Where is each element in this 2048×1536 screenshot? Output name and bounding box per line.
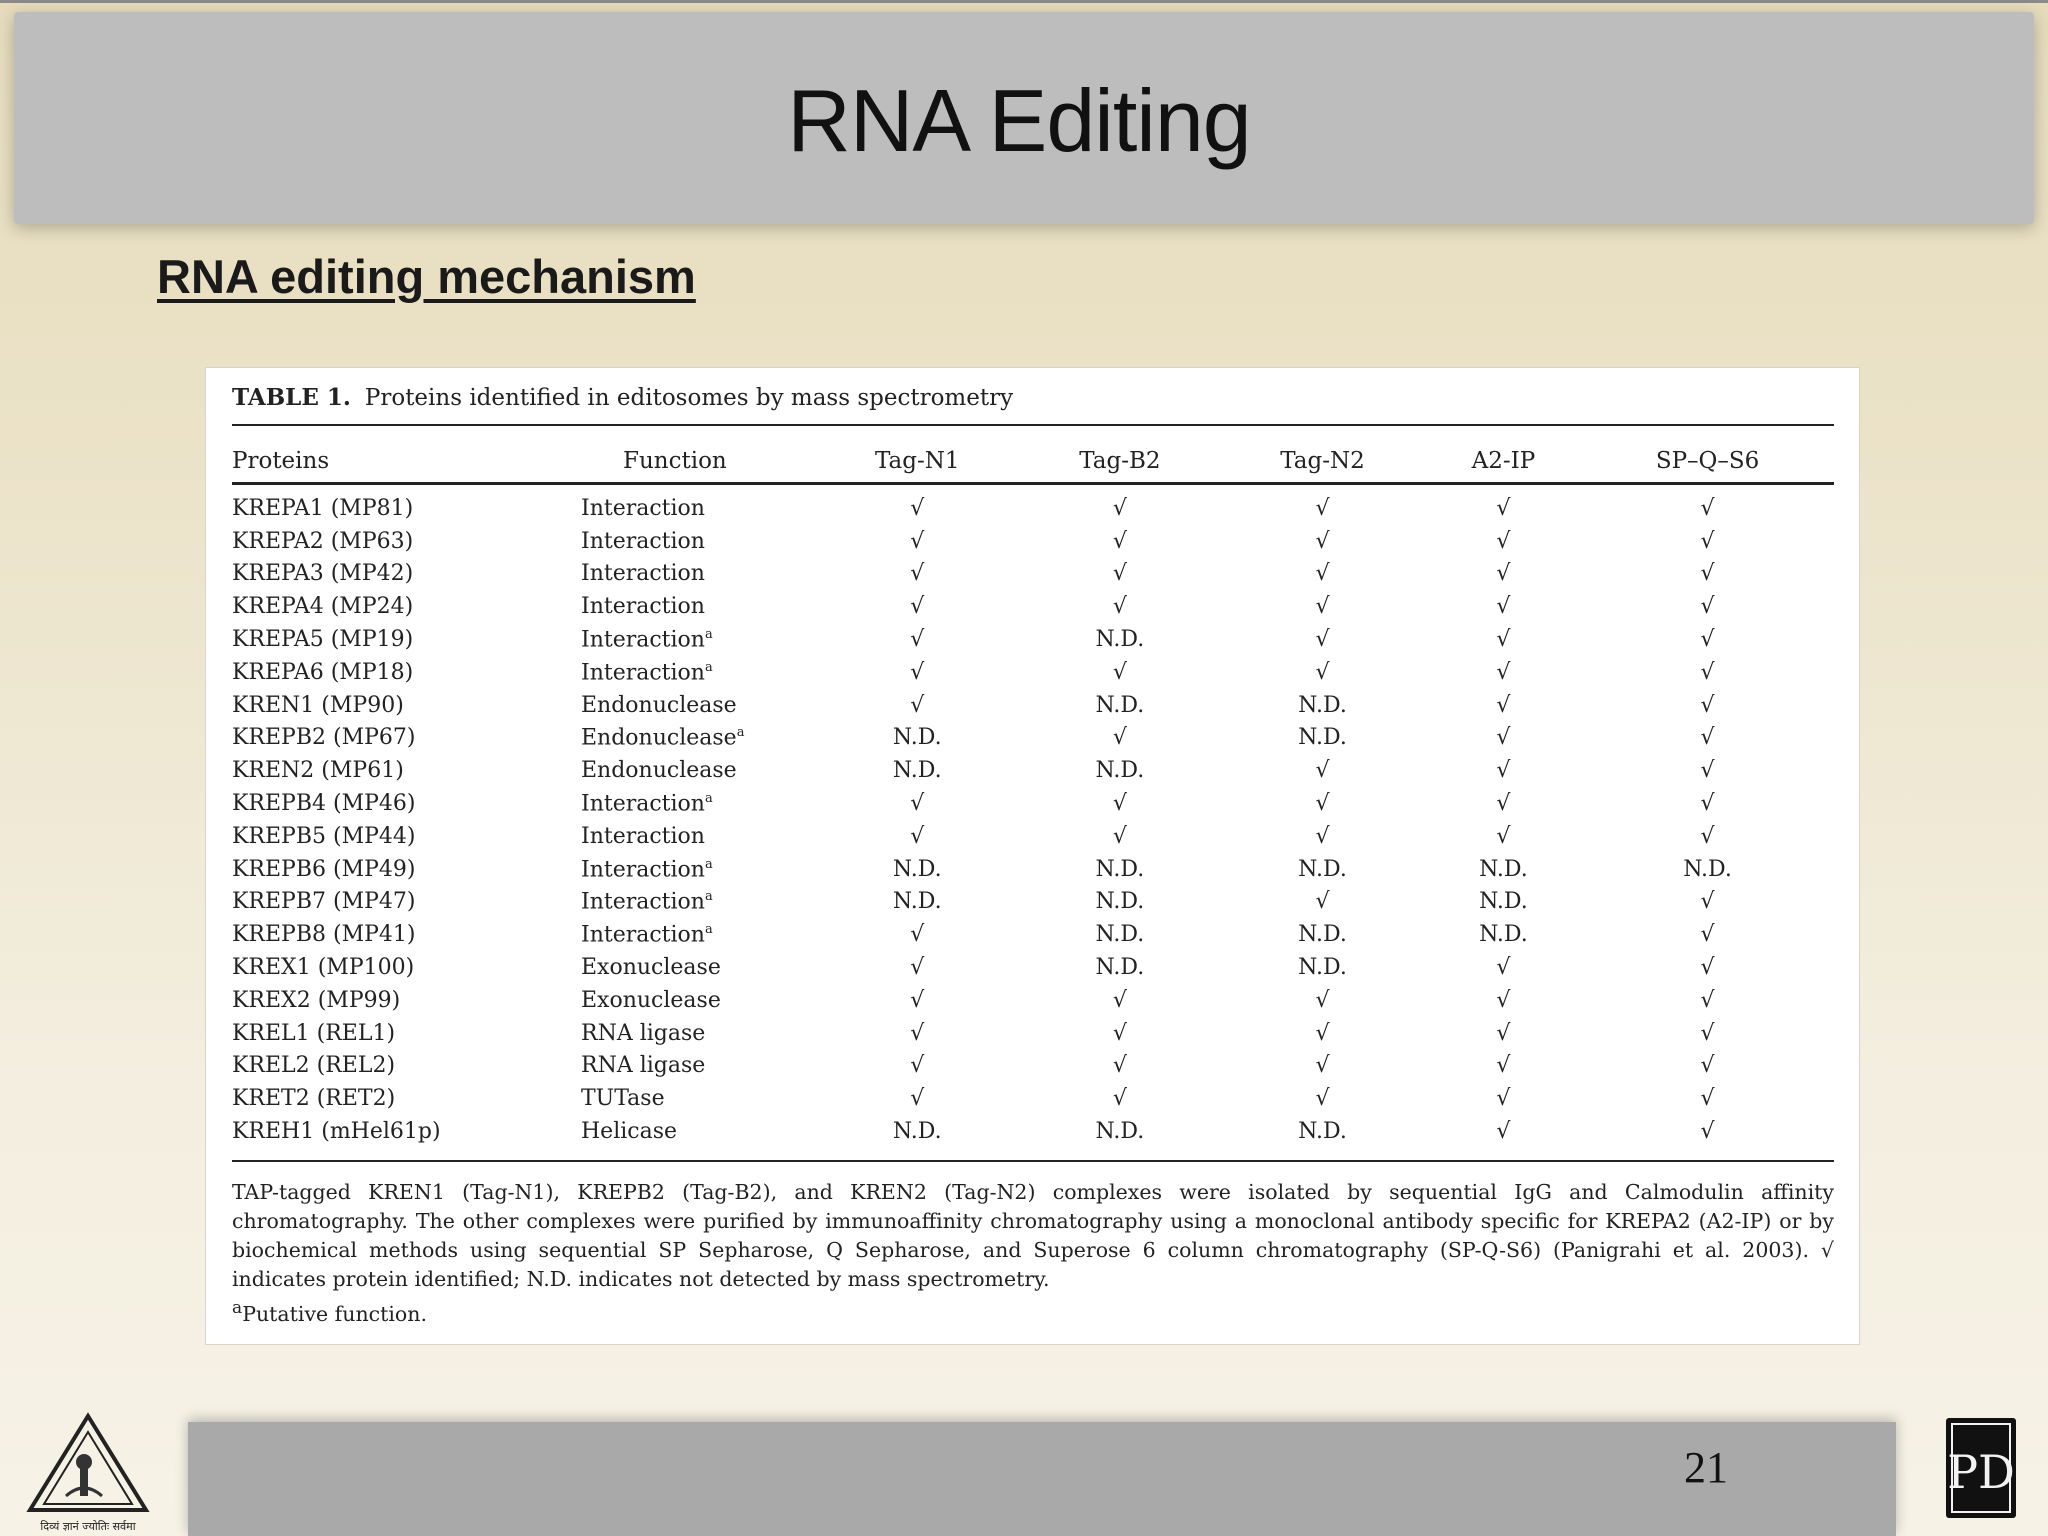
logo-motto: दिव्यं ज्ञानं ज्योतिः सर्वमा xyxy=(40,1520,136,1533)
value-cell: √ xyxy=(1112,594,1127,620)
page-number: 21 xyxy=(1684,1443,1728,1492)
function-cell xyxy=(581,886,814,919)
protein-cell: KREPB7 (MP47) xyxy=(232,889,416,915)
protein-cell: KREPB2 (MP67) xyxy=(232,725,416,751)
value-cell: √ xyxy=(1700,758,1715,784)
header-tag-b2: Tag-B2 xyxy=(1079,448,1161,474)
value-cell: √ xyxy=(1315,627,1330,653)
value-cell: N.D. xyxy=(1095,889,1145,915)
protein-cell: KREPA6 (MP18) xyxy=(232,659,414,685)
footer-bar xyxy=(188,1422,1896,1536)
value-cell: √ xyxy=(1112,495,1127,521)
footnote-main: TAP-tagged KREN1 (Tag-N1), KREPB2 (Tag-B2), and KREN2 (Tag-N2) complexes were isolated by sequential IgG and Calmodulin affinity chromatography. The other complexes were purified by immunoaffinity chromatography using a monoclonal antibody specific for KREPA2 (A2-IP) or by biochemical methods using sequential SP Sepharose, Q Sepharose, and Superose 6 column chromatography (SP-Q-S6) (Panigrahi et al. 2003). √ indicates protein identified; N.D. indicates not detected by mass spectrometry. xyxy=(232,1180,1834,1291)
table-caption-text: Proteins identified in editosomes by mass spectrometry xyxy=(364,385,1014,411)
value-cell: N.D. xyxy=(1298,725,1347,751)
footnote-sup: a xyxy=(232,1298,243,1318)
header-sp-q-s6: SP–Q–S6 xyxy=(1655,448,1760,474)
table-caption xyxy=(232,384,1013,411)
value-cell: N.D. xyxy=(1298,955,1347,981)
proteins-table xyxy=(232,436,1834,1148)
top-border-line xyxy=(0,0,2048,3)
value-cell: √ xyxy=(910,627,925,653)
function-text: RNA ligase xyxy=(581,1053,706,1079)
function-footnote-mark: a xyxy=(704,922,713,938)
function-cell xyxy=(581,525,814,558)
value-cell: √ xyxy=(1112,725,1127,751)
value-cell: √ xyxy=(1496,1053,1511,1079)
value-cell: √ xyxy=(1315,659,1330,685)
value-cell: √ xyxy=(1315,594,1330,620)
value-cell: √ xyxy=(1112,1086,1127,1112)
function-cell xyxy=(581,853,814,886)
function-cell xyxy=(581,722,814,755)
value-cell: √ xyxy=(1496,659,1511,685)
function-cell xyxy=(581,656,814,689)
table-row xyxy=(232,984,1834,1017)
table-row xyxy=(232,689,1834,722)
function-text: RNA ligase xyxy=(581,1020,706,1046)
protein-cell: KREH1 (mHel61p) xyxy=(232,1119,441,1145)
slide-title: RNA Editing xyxy=(787,71,1251,170)
value-cell: √ xyxy=(1700,594,1715,620)
value-cell: √ xyxy=(1496,791,1511,817)
function-text: Interaction xyxy=(581,922,705,948)
value-cell: √ xyxy=(1700,528,1715,554)
table-footnote xyxy=(232,1178,1834,1329)
value-cell: √ xyxy=(1315,528,1330,554)
table-body xyxy=(232,486,1834,1148)
value-cell: √ xyxy=(910,1053,925,1079)
value-cell: √ xyxy=(1700,692,1715,718)
function-cell xyxy=(581,984,814,1017)
value-cell: √ xyxy=(1700,659,1715,685)
function-text: Interaction xyxy=(581,528,705,554)
function-cell xyxy=(581,558,814,591)
value-cell: √ xyxy=(1496,561,1511,587)
value-cell: N.D. xyxy=(1095,955,1145,981)
function-cell xyxy=(581,590,814,623)
value-cell: √ xyxy=(1315,889,1330,915)
value-cell: N.D. xyxy=(1095,856,1145,882)
function-cell xyxy=(581,1050,814,1083)
value-cell: √ xyxy=(1496,758,1511,784)
value-cell: N.D. xyxy=(1095,922,1145,948)
table-row xyxy=(232,656,1834,689)
function-text: Interaction xyxy=(581,594,705,620)
footnote-putative: Putative function. xyxy=(242,1301,427,1326)
value-cell: √ xyxy=(1315,495,1330,521)
function-text: Interaction xyxy=(581,889,705,915)
function-cell xyxy=(581,689,814,722)
value-cell: √ xyxy=(1315,791,1330,817)
table-row xyxy=(232,820,1834,853)
value-cell: N.D. xyxy=(892,889,942,915)
function-text: Interaction xyxy=(581,791,705,817)
function-text: Exonuclease xyxy=(581,955,721,981)
table-row xyxy=(232,1050,1834,1083)
table-row xyxy=(232,853,1834,886)
institute-logo xyxy=(18,1410,158,1535)
table-row xyxy=(232,951,1834,984)
function-cell xyxy=(581,1115,814,1148)
protein-cell: KREPA3 (MP42) xyxy=(232,561,414,587)
value-cell: √ xyxy=(910,823,925,849)
function-footnote-mark: a xyxy=(736,725,745,741)
value-cell: √ xyxy=(1496,528,1511,554)
value-cell: √ xyxy=(1112,1053,1127,1079)
value-cell: √ xyxy=(1700,1020,1715,1046)
value-cell: √ xyxy=(1496,627,1511,653)
table-row xyxy=(232,486,1834,525)
function-cell xyxy=(581,787,814,820)
value-cell: N.D. xyxy=(1479,889,1528,915)
value-cell: √ xyxy=(1496,823,1511,849)
function-text: Interaction xyxy=(581,627,705,653)
value-cell: N.D. xyxy=(892,758,942,784)
value-cell: √ xyxy=(1496,955,1511,981)
value-cell: √ xyxy=(1496,1119,1511,1145)
function-footnote-mark: a xyxy=(704,856,713,872)
value-cell: √ xyxy=(1496,987,1511,1013)
value-cell: N.D. xyxy=(1095,1119,1145,1145)
protein-cell: KREPA4 (MP24) xyxy=(232,594,414,620)
table-row xyxy=(232,1017,1834,1050)
function-text: Interaction xyxy=(581,856,705,882)
pd-logo xyxy=(1944,1416,2018,1520)
value-cell: N.D. xyxy=(1298,922,1347,948)
value-cell: √ xyxy=(1700,1053,1715,1079)
slide-subtitle: RNA editing mechanism xyxy=(157,250,696,303)
value-cell: N.D. xyxy=(1298,692,1347,718)
function-footnote-mark: a xyxy=(704,889,713,905)
value-cell: √ xyxy=(1315,561,1330,587)
value-cell: N.D. xyxy=(1095,758,1145,784)
table-row xyxy=(232,525,1834,558)
protein-cell: KREL1 (REL1) xyxy=(232,1020,396,1046)
protein-cell: KREX2 (MP99) xyxy=(232,987,401,1013)
value-cell: √ xyxy=(1315,758,1330,784)
table-row xyxy=(232,1082,1834,1115)
protein-cell: KREPA2 (MP63) xyxy=(232,528,414,554)
value-cell: √ xyxy=(910,1020,925,1046)
value-cell: √ xyxy=(910,1086,925,1112)
header-a2-ip: A2-IP xyxy=(1471,448,1536,474)
function-cell xyxy=(581,1082,814,1115)
protein-cell: KREPA5 (MP19) xyxy=(232,627,414,653)
value-cell: √ xyxy=(1315,1086,1330,1112)
value-cell: √ xyxy=(1112,791,1127,817)
value-cell: N.D. xyxy=(1095,627,1145,653)
function-footnote-mark: a xyxy=(704,659,713,675)
function-text: Interaction xyxy=(581,660,705,686)
value-cell: √ xyxy=(1700,823,1715,849)
function-cell xyxy=(581,486,814,525)
function-cell xyxy=(581,820,814,853)
function-cell xyxy=(581,1017,814,1050)
function-cell xyxy=(581,623,814,656)
value-cell: √ xyxy=(1112,561,1127,587)
function-text: Interaction xyxy=(581,823,705,849)
function-text: Helicase xyxy=(581,1119,678,1145)
value-cell: √ xyxy=(1700,1086,1715,1112)
value-cell: √ xyxy=(1315,987,1330,1013)
value-cell: √ xyxy=(910,987,925,1013)
protein-cell: KREPB8 (MP41) xyxy=(232,922,416,948)
function-text: Interaction xyxy=(581,495,705,521)
value-cell: √ xyxy=(1700,495,1715,521)
value-cell: √ xyxy=(910,528,925,554)
value-cell: √ xyxy=(1315,823,1330,849)
value-cell: √ xyxy=(1700,725,1715,751)
table-row xyxy=(232,754,1834,787)
value-cell: √ xyxy=(1496,495,1511,521)
value-cell: N.D. xyxy=(892,856,942,882)
table-row xyxy=(232,787,1834,820)
protein-cell: KREPB5 (MP44) xyxy=(232,823,416,849)
value-cell: √ xyxy=(1700,922,1715,948)
value-cell: √ xyxy=(1496,1086,1511,1112)
function-text: Interaction xyxy=(581,561,705,587)
header-tag-n1: Tag-N1 xyxy=(875,448,960,474)
value-cell: √ xyxy=(1700,1119,1715,1145)
value-cell: N.D. xyxy=(1683,856,1732,882)
value-cell: √ xyxy=(1700,791,1715,817)
table-row xyxy=(232,1115,1834,1148)
title-bar xyxy=(14,12,2034,224)
table-row xyxy=(232,558,1834,591)
value-cell: N.D. xyxy=(1479,922,1528,948)
function-text: Endonuclease xyxy=(581,725,737,751)
value-cell: √ xyxy=(1112,823,1127,849)
value-cell: √ xyxy=(1112,987,1127,1013)
value-cell: √ xyxy=(1112,1020,1127,1046)
value-cell: √ xyxy=(910,561,925,587)
protein-cell: KREL2 (REL2) xyxy=(232,1053,396,1079)
table-bottom-rule xyxy=(232,1160,1834,1162)
value-cell: N.D. xyxy=(1298,1119,1347,1145)
table-top-rule xyxy=(232,424,1834,426)
value-cell: √ xyxy=(1496,692,1511,718)
table-row xyxy=(232,918,1834,951)
value-cell: √ xyxy=(910,791,925,817)
value-cell: N.D. xyxy=(1095,692,1145,718)
function-text: Endonuclease xyxy=(581,758,737,784)
value-cell: √ xyxy=(910,922,925,948)
table-row xyxy=(232,623,1834,656)
protein-cell: KREX1 (MP100) xyxy=(232,955,415,981)
value-cell: √ xyxy=(1700,955,1715,981)
protein-cell: KREN2 (MP61) xyxy=(232,758,404,784)
protein-cell: KREPB6 (MP49) xyxy=(232,856,416,882)
value-cell: √ xyxy=(1700,627,1715,653)
function-text: TUTase xyxy=(581,1086,665,1112)
protein-cell: KREPB4 (MP46) xyxy=(232,791,416,817)
pd-logo-text: PD xyxy=(1947,1445,2015,1499)
function-footnote-mark: a xyxy=(704,626,713,642)
function-cell xyxy=(581,951,814,984)
value-cell: √ xyxy=(1700,561,1715,587)
value-cell: √ xyxy=(910,955,925,981)
table-figure xyxy=(205,367,1860,1345)
function-footnote-mark: a xyxy=(704,790,713,806)
value-cell: √ xyxy=(1112,659,1127,685)
header-function: Function xyxy=(623,448,727,474)
table-row xyxy=(232,886,1834,919)
function-text: Exonuclease xyxy=(581,987,721,1013)
value-cell: N.D. xyxy=(892,725,942,751)
function-text: Endonuclease xyxy=(581,692,737,718)
table-row xyxy=(232,722,1834,755)
protein-cell: KRET2 (RET2) xyxy=(232,1086,396,1112)
value-cell: √ xyxy=(910,692,925,718)
protein-cell: KREPA1 (MP81) xyxy=(232,495,414,521)
header-proteins: Proteins xyxy=(232,448,330,474)
value-cell: √ xyxy=(1315,1053,1330,1079)
value-cell: √ xyxy=(1112,528,1127,554)
value-cell: √ xyxy=(1700,987,1715,1013)
value-cell: √ xyxy=(1496,725,1511,751)
value-cell: √ xyxy=(1496,594,1511,620)
table-header-row xyxy=(232,436,1834,486)
header-tag-n2: Tag-N2 xyxy=(1280,448,1365,474)
value-cell: N.D. xyxy=(1479,856,1528,882)
value-cell: √ xyxy=(910,659,925,685)
value-cell: √ xyxy=(910,594,925,620)
value-cell: √ xyxy=(1700,889,1715,915)
protein-cell: KREN1 (MP90) xyxy=(232,692,404,718)
value-cell: √ xyxy=(1496,1020,1511,1046)
value-cell: √ xyxy=(1315,1020,1330,1046)
value-cell: N.D. xyxy=(1298,856,1347,882)
table-label: TABLE 1. xyxy=(232,384,351,411)
table-row xyxy=(232,590,1834,623)
value-cell: √ xyxy=(910,495,925,521)
function-cell xyxy=(581,754,814,787)
function-cell xyxy=(581,918,814,951)
value-cell: N.D. xyxy=(892,1119,942,1145)
